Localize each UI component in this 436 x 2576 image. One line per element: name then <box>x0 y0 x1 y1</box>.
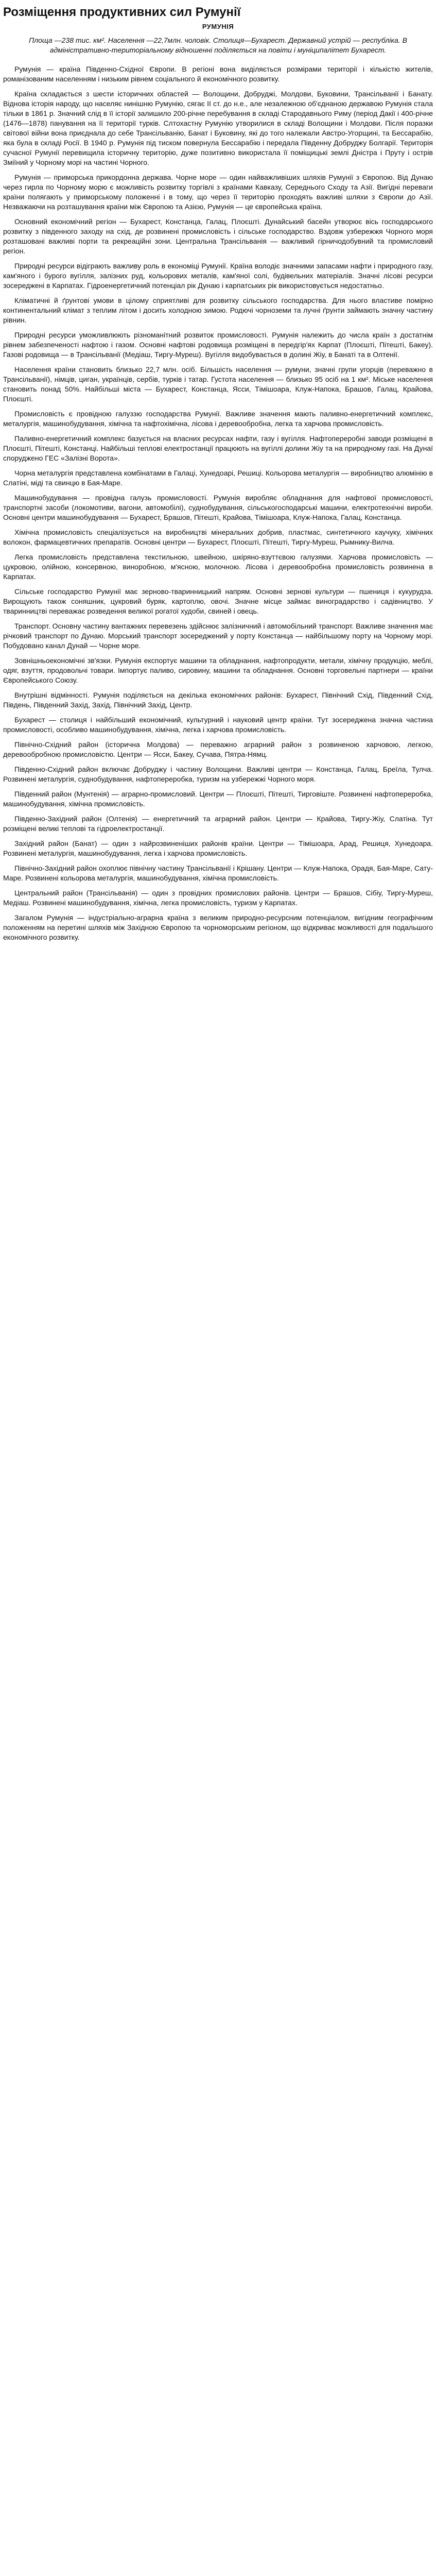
paragraph: Північно-Східний район (історична Молдова) — переважно аграрний район з розвиненою харчовою, легкою, деревообробною промисловістю. Центри — Ясси, Бакеу, Сучава, Пятра-Нямц. <box>3 740 433 758</box>
paragraph: Південний район (Мунтенія) — аграрно-промисловий. Центри — Плоєшті, Пітешті, Тирговіште. Розвинені нафтопереробка, машинобудування, хімічна промисловість. <box>3 790 433 808</box>
country-heading: РУМУНІЯ <box>202 23 234 30</box>
paragraph: Південно-Західний район (Олтенія) — енергетичний та аграрний район. Центри — Крайова, Тиргу-Жіу, Слатіна. Тут розміщені великі теплові та гідроелектростанції. <box>3 815 433 833</box>
paragraph: Кліматичні й ґрунтові умови в цілому сприятливі для розвитку сільського господарства. Для нього властиве помірно континентальний клімат з теплим літом і досить холодною зимою. Родючі чорноземи та лучні ґрунти займають значну частину рівнин. <box>3 296 433 324</box>
paragraph: Сільське господарство Румунії має зерново-тваринницький напрям. Основні зернові культури — пшениця і кукурудза. Вирощують також соняшник, цукровий буряк, картоплю, овочі. Значне місце займає виноградарство і садівництво. У тваринництві переважає розведення великої рогатої худоби, свиней і овець. <box>3 587 433 615</box>
paragraph: Населення країни становить близько 22,7 млн. осіб. Більшість населення — румуни, значні групи угорців (переважно в Трансільванії), німців, циган, українців, сербів, турків і татар. Густота населення — близько 95 осіб на 1 км². Міське населення становить понад 50%. Найбільші міста — Бухарест, Констанца, Ясси, Тімішоара, Клуж-Напока, Брашов, Галац, Крайова, Плоєшті. <box>3 365 433 403</box>
body-text <box>3 64 433 942</box>
paragraph: Внутрішні відмінності. Румунія поділяється на декілька економічних районів: Бухарест, Північний Схід, Південний Схід, Південь, Південний Захід, Захід, Північний Захід, Центр. <box>3 691 433 709</box>
paragraph: Центральний район (Трансільванія) — один з провідних промислових районів. Центри — Брашов, Сібіу, Тиргу-Муреш, Медіаш. Розвинені машинобудування, хімічна, легка промисловість, туризм у Карпатах. <box>3 889 433 907</box>
paragraph: Машинобудування — провідна галузь промисловості. Румунія виробляє обладнання для нафтової промисловості, транспортні засоби (локомотиви, вагони, автомобілі), суднобудування, сільськогосподарські машини, електротехнічні вироби. Основні центри машинобудування — Бухарест, Брашов, Пітешті, Крайова, Тімішоара, Клуж-Напока, Галац, Констанца. <box>3 494 433 521</box>
paragraph: Природні ресурси відіграють важливу роль в економіці Румунії. Країна володіє значними запасами нафти і природного газу, кам'яного і бурого вугілля, залізних руд, кольорових металів, кам'яної солі, будівельних матеріалів. Значні лісові ресурси зосереджені в Карпатах. Гідроенергетичний потенціал рік Дунаю і карпатських рік використовується недостатньо. <box>3 262 433 290</box>
footer-gap <box>3 947 433 958</box>
paragraph: Загалом Румунія — індустріально-аграрна країна з великим природно-ресурсним потенціалом, вигідним географічним положенням на перетині шляхів між Західною Європою та чорноморським регіоном, що відкриває можливості для подальшого економічного розвитку. <box>3 913 433 941</box>
paragraph: Природні ресурси уможливлюють різноманітний розвиток промисловості. Румунія належить до числа країн з достатнім рівнем забезпеченості нафтою і газом. Основні нафтові родовища розміщені в передгір'ях Карпат (Плоєшті, Пітешті, Бакеу). Газові родовища — в Трансільванії (Медіаш, Тиргу-Муреш). Вугілля видобувається в долині Жіу, в Банаті та в Олтенії. <box>3 331 433 359</box>
paragraph: Північно-Західний район охоплює північну частину Трансільванії і Крішану. Центри — Клуж-Напока, Орадя, Бая-Маре, Сату-Маре. Розвинені кольорова металургія, машинобудування, хімічна промисловість. <box>3 864 433 882</box>
paragraph: Бухарест — столиця і найбільший економічний, культурний і науковий центр країни. Тут зосереджена значна частина промисловості, особливо машинобудування, хімічна, легка і харчова промисловість. <box>3 716 433 734</box>
page-title: Розміщення продуктивних сил Румунії <box>3 5 241 19</box>
paragraph: Транспорт. Основну частину вантажних перевезень здійснює залізничний і автомобільний транспорт. Важливе значення має річковий транспорт по Дунаю. Морський транспорт зосереджений у порту Констанца — найбільшому порту на Чорному морі. Побудовано канал Дунай — Чорне море. <box>3 622 433 650</box>
paragraph: Зовнішньоекономічні зв'язки. Румунія експортує машини та обладнання, нафтопродукти, метали, хімічну продукцію, меблі, одяг, взуття, продовольчі товари. Імпортує паливо, сировину, машини та обладнання. Основні торговельні партнери — країни Європейського Союзу. <box>3 656 433 684</box>
paragraph: Країна складається з шести історичних областей — Волощини, Добруджі, Молдови, Буковини, Трансільванії і Банату. Віднова історія народу, що населяє нинішню Румунію, сягає II ст. до н.е., але незалежною об'єднаною державою Румунія стала тільки в 1861 р. Значний слід в її історії залишило 200-річне перебування в складі Стародавнього Риму (період Дакії і 400-річне (1476—1878) панування на її території турків. Слтохастну Румунію утворилися в складі Волощини і Молдови. Після поразки світової війни вона приєднала до себе Трансільванію, Банат і Буковину, які до того належали Австро-Угорщині, та Бессарабію, яка була в складі Росії. В 1940 р. Румунія під тиском повернула Бессарабію і передала Південну Добруджу Болгарії. Територія сучасної Румунії перевищила історичну територію, дуже позитивно використала її поміщицькі землі Дністра і Пруту і острів Зміїний у Чорному морі на частині Чорного. <box>3 90 433 166</box>
spacer <box>3 60 433 64</box>
meta-paragraph: Площа —238 тис. км². Населення —22,7млн. чоловік. Столиця—Бухарест. Державний устрій — республіка. В адміністративно-територіальному відношенні поділяється на повіти і муніципалітет Бухарест. <box>29 36 407 54</box>
paragraph: Західний район (Банат) — один з найрозвиненіших районів країни. Центри — Тімішоара, Арад, Решиця, Хунедоара. Розвинені металургія, машинобудування, легка і харчова промисловість. <box>3 839 433 857</box>
top-spacer <box>3 0 433 5</box>
paragraph: Румунія — країна Південно-Східної Європи. В регіоні вона виділяється розмірами території і кількістю жителів, романізованим населенням і низьким рівнем соціального й економічного розвитку. <box>3 65 433 83</box>
paragraph: Чорна металургія представлена комбінатами в Галаці, Хунедоарі, Решиці. Кольорова металургія — виробництво алюмінію в Слатіні, міді та свинцю в Бая-Маре. <box>3 469 433 487</box>
paragraph: Основний економічний регіон — Бухарест, Констанца, Галац, Плоєшті. Дунайський басейн утворює вісь господарського розвитку з південного заходу на схід, де розвинені промисловість і сільське господарство. Вздовж узбережжя Чорного моря розташовані важливі порти та рекреаційні зони. Центральна Трансільванія — важливий гірничодобувний та промисловий регіон. <box>3 217 433 255</box>
paragraph: Легка промисловість представлена текстильною, швейною, шкіряно-взуттєвою галузями. Харчова промисловість — цукровою, олійною, консервною, виноробною, м'ясною, молочною. Лісова і деревообробна промисловість розвинена в Карпатах. <box>3 553 433 581</box>
paragraph: Паливно-енергетичний комплекс базується на власних ресурсах нафти, газу і вугілля. Нафтопереробні заводи розміщені в Плоєшті, Пітешті, Констанці. Найбільші теплові електростанції працюють на вугіллі долини Жіу та на природному газі. На Дунаї споруджено ГЕС «Залізні Ворота». <box>3 434 433 462</box>
paragraph: Південно-Східний район включає Добруджу і частину Волощини. Важливі центри — Констанца, Галац, Бреїла, Тулча. Розвинені металургія, суднобудування, нафтопереробка, туризм на узбережжі Чорного моря. <box>3 765 433 783</box>
paragraph: Румунія — приморська прикордонна держава. Чорне море — один найважливіших шляхів Румунії з Європою. Від Дунаю через гирла по Чорному морю є можливість розвитку торгівлі з країнами Кавказу, Середнього Сходу та Азії. Вигідні переваги країни полягають у приморському положенні і в тому, що через її територію проходять важливі шляхи з Європи до Азії. Незважаючи на розташування країни між Європою та Азією, Румунія — це європейська країна. <box>3 173 433 211</box>
paragraph: Промисловість є провідною галуззю господарства Румунії. Важливе значення мають паливно-енергетичний комплекс, металургія, машинобудування, хімічна та нафтохімічна, лісова і деревообробна, легка та харчова промисловість. <box>3 410 433 428</box>
paragraph: Хімічна промисловість спеціалізується на виробництві мінеральних добрив, пластмас, синтетичного каучуку, хімічних волокон, фармацевтичних препаратів. Основні центри — Бухарест, Плоєшті, Пітешті, Тиргу-Муреш, Рымнику-Вилча. <box>3 528 433 546</box>
